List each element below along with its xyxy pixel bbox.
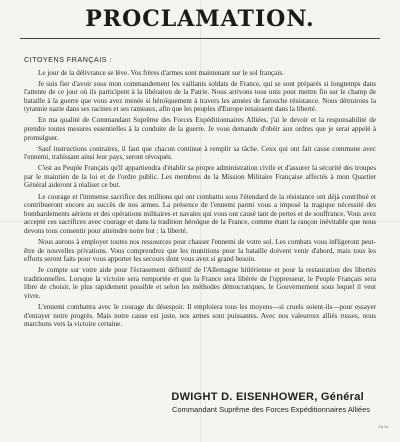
printer-mark: Ca 14 (378, 425, 388, 429)
paragraph: Je suis fier d'avoir sous mon commandement les vaillants soldats de France, qui se sont préparés si longtemps dans l'attente de ce jour où ils participent à la libération de la Patrie. Nous arrivons tous unis pour mettre fin sur le champ de bataille à la guerre que vous avez menée si héroïquement à travers les années de farouche résistance. Nous détruirons la tyrannie nazie dans ses racines et ses rameaux, afin que les peuples d'Europe renaissent dans la liberté. (24, 79, 376, 114)
paragraph: L'ennemi combattra avec le courage du désespoir. Il emploiera tous les moyens—si cruels soient-ils—pour essayer d'enrayer notre progrès. Mais notre cause est juste, nos armes sont puissantes. Avec nos valeureux alliés russes, nous marchons vers la victoire certaine. (24, 302, 376, 329)
paragraph: Nous aurons à employer toutes nos ressources pour chasser l'ennemi de votre sol. Les combats vous infligeront peut-être de nouvelles privations. Vous comprendrez que les munitions pour la bataille doivent venir d'abord, mais tous les efforts seront faits pour vous apporter les secours dont vous avez si grand besoin. (24, 237, 376, 264)
paragraph: C'est au Peuple Français qu'il appartiendra d'établir sa propre administration civile et d'assurer la sécurité des troupes par le maintien de la loi et de l'ordre public. Les membres de la Mission Militaire Française affectés à mon Quartier Général aideront à réaliser ce but. (24, 164, 376, 190)
signature-title: Commandant Suprême des Forces Expéditionnaires Alliées (171, 405, 370, 414)
signature-block (0, 391, 370, 414)
paragraph: En ma qualité de Commandant Suprême des Forces Expéditionnaires Alliées, j'ai le devoir et la responsabilité de prendre toutes mesures essentielles à la conduite de la guerre. Je vous demande d'obéir aux ordres que je serai appelé à promulguer. (24, 116, 376, 142)
page-title: PROCLAMATION. (85, 6, 315, 32)
signature-name: DWIGHT D. EISENHOWER, Général (171, 391, 364, 403)
proclamation-body (24, 56, 376, 331)
paragraph: Le courage et l'immense sacrifice des millions qui ont combattu sous l'étendard de la résistance ont déjà contribué et contribueront encore au succès de nos armes. La présence de l'ennemi parmi vous a imposé la tragique nécessité des bombardements aériens et des opérations militaires et navales qui vous ont causé tant de pertes et de souffrance. Vous avez accepté ces sacrifices avec courage et dans la tradition héroïque de la France, comme étant la rançon inévitable que nous devons tous consentir pour atteindre notre but : la liberté. (24, 192, 376, 235)
paragraph: Sauf instructions contraires, il faut que chacun continue à remplir sa tâche. Ceux qui ont fait cause commune avec l'ennemi, trahissant ainsi leur pays, seront révoqués. (24, 144, 376, 162)
paragraph: Je compte sur votre aide pour l'écrasement définitif de l'Allemagne hitlérienne et pour la restauration des libertés traditionnelles. Lorsque la victoire sera remportée et que la France sera libérée de l'oppresseur, le Peuple Français sera libre de choisir, le plus rapidement possible et selon les méthodes démocratiques, le Gouvernement sous lequel il veut vivre. (24, 266, 376, 300)
title-rule (20, 38, 380, 39)
salutation: CITOYENS FRANÇAIS : (24, 55, 112, 64)
paragraph: Le jour de la délivrance se lève. Vos frères d'armes sont maintenant sur le sol français. (38, 68, 284, 77)
